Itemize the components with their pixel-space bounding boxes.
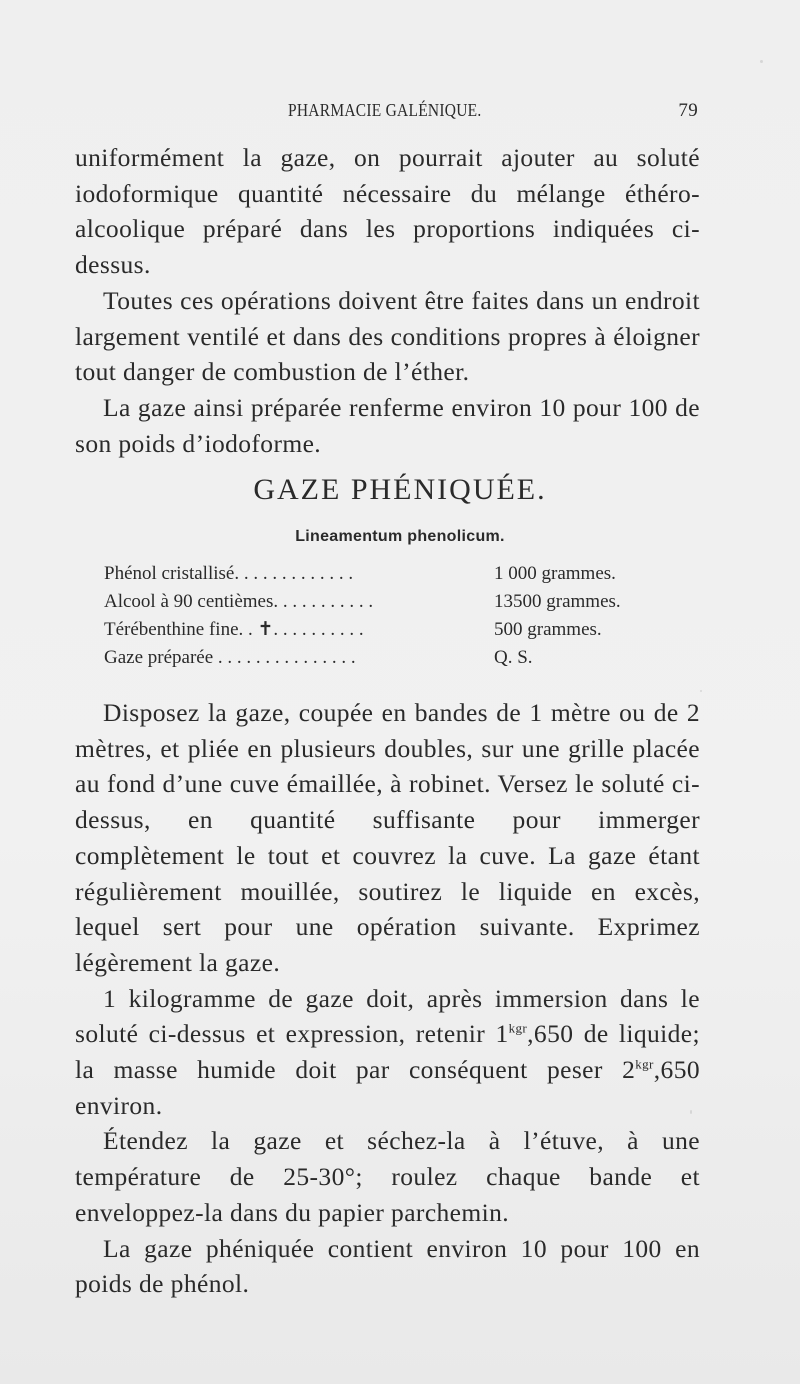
ingredient-name: Alcool à 90 centièmes. . . . . . . . . . . [104, 591, 374, 612]
page-header [288, 100, 698, 122]
recipe-row [104, 616, 664, 644]
paragraph: uniformément la gaze, on pourrait ajouter au soluté iodoformique quantité nécessaire du mélange éthéro-alcoolique préparé dans les proportions indiquées ci-dessus. [75, 143, 700, 280]
ingredient-quantity: Q. S. [494, 647, 533, 668]
text-run: 1 kilogramme de gaze doit, après immersion dans le soluté ci-dessus et expression, retenir 1 [75, 983, 700, 1049]
paragraph: Disposez la gaze, coupée en bandes de 1 mètre ou de 2 mètres, et pliée en plusieurs doubles, sur une grille placée au fond d’une cuve émaillée, à robinet. Versez le soluté ci-dessus, en quantité suffisante pour immerger complètement le tout et couvrez la cuve. La gaze étant régulièrement mouillée, soutirez le liquide en excès, lequel sert pour une opération suivante. Exprimez légèrement la gaze. [75, 698, 700, 977]
paper-speck [690, 1110, 692, 1114]
intro-text-block [75, 140, 700, 461]
paragraph: Étendez la gaze et séchez-la à l’étuve, à une température de 25-30°; roulez chaque bande et enveloppez-la dans du papier parchemin. [75, 1126, 700, 1227]
recipe-row [104, 588, 664, 616]
paper-speck [700, 690, 702, 692]
method-text-block [75, 695, 700, 1302]
paragraph: La gaze phéniquée contient environ 10 pour 100 en poids de phénol. [75, 1233, 700, 1299]
paragraph: La gaze ainsi préparée renferme environ 10 pour 100 de son poids d’iodoforme. [75, 392, 700, 458]
ingredient-name: Gaze préparée . . . . . . . . . . . . . . . [104, 647, 356, 668]
text-run: ,650 environ. [75, 1055, 700, 1120]
text-run: ,650 de liquide; la masse humide doit par conséquent peser 2 [75, 1019, 701, 1085]
ingredient-quantity: 13500 grammes. [494, 591, 621, 612]
recipe-row [104, 644, 664, 672]
ingredient-quantity: 500 grammes. [494, 619, 602, 640]
running-title: PHARMACIE GALÉNIQUE. [288, 100, 482, 120]
unit-superscript: kgr [635, 1056, 654, 1072]
paper-speck [760, 60, 763, 63]
recipe-row [104, 560, 664, 588]
recipe-table [104, 560, 664, 672]
paragraph: Toutes ces opérations doivent être faites dans un endroit largement ventilé et dans des conditions propres à éloigner tout danger de combustion de l’éther. [75, 285, 700, 387]
ingredient-name: Térébenthine fine. . ✝. . . . . . . . . . [104, 619, 364, 640]
page-number: 79 [678, 100, 698, 121]
section-subtitle: Lineamentum phenolicum. [295, 528, 505, 545]
ingredient-name: Phénol cristallisé. . . . . . . . . . . . . [104, 563, 354, 584]
ingredient-quantity: 1 000 grammes. [494, 563, 616, 584]
paragraph [75, 981, 700, 1124]
section-title: GAZE PHÉNIQUÉE. [253, 473, 547, 506]
unit-superscript: kgr [508, 1020, 528, 1036]
